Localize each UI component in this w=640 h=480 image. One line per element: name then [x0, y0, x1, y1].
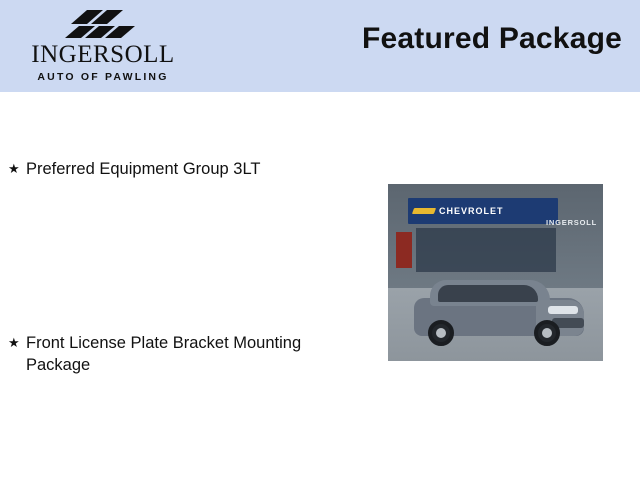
vehicle-windows [438, 285, 538, 302]
list-item [8, 158, 363, 180]
photo-showroom-glass [416, 228, 556, 272]
logo-subtitle: AUTO OF PAWLING [37, 71, 169, 83]
star-bullet-icon: ★ [8, 161, 20, 176]
page-title: Featured Package [362, 22, 622, 55]
list-spacer [8, 180, 363, 332]
logo-wordmark: INGERSOLL [31, 41, 175, 68]
feature-label: Preferred Equipment Group 3LT [26, 160, 261, 178]
ingersoll-chevron-mark-icon [57, 8, 149, 40]
vehicle-front-wheel [534, 320, 560, 346]
photo-dealership-building [388, 184, 603, 288]
photo-brand-label: CHEVROLET [439, 206, 504, 216]
photo-chevrolet-sign [408, 198, 558, 224]
photo-dealer-name: INGERSOLL [546, 218, 597, 227]
dealer-logo [8, 4, 198, 88]
list-item [8, 332, 363, 376]
photo-door [396, 232, 412, 268]
vehicle-photo [388, 184, 603, 361]
vehicle-rear-wheel [428, 320, 454, 346]
chevrolet-bowtie-icon [413, 206, 435, 216]
vehicle-headlight [548, 306, 578, 314]
header-bar [0, 0, 640, 92]
feature-label: Front License Plate Bracket Mounting Package [26, 334, 302, 374]
feature-list [8, 158, 363, 376]
star-bullet-icon: ★ [8, 335, 20, 350]
photo-vehicle [408, 276, 588, 348]
